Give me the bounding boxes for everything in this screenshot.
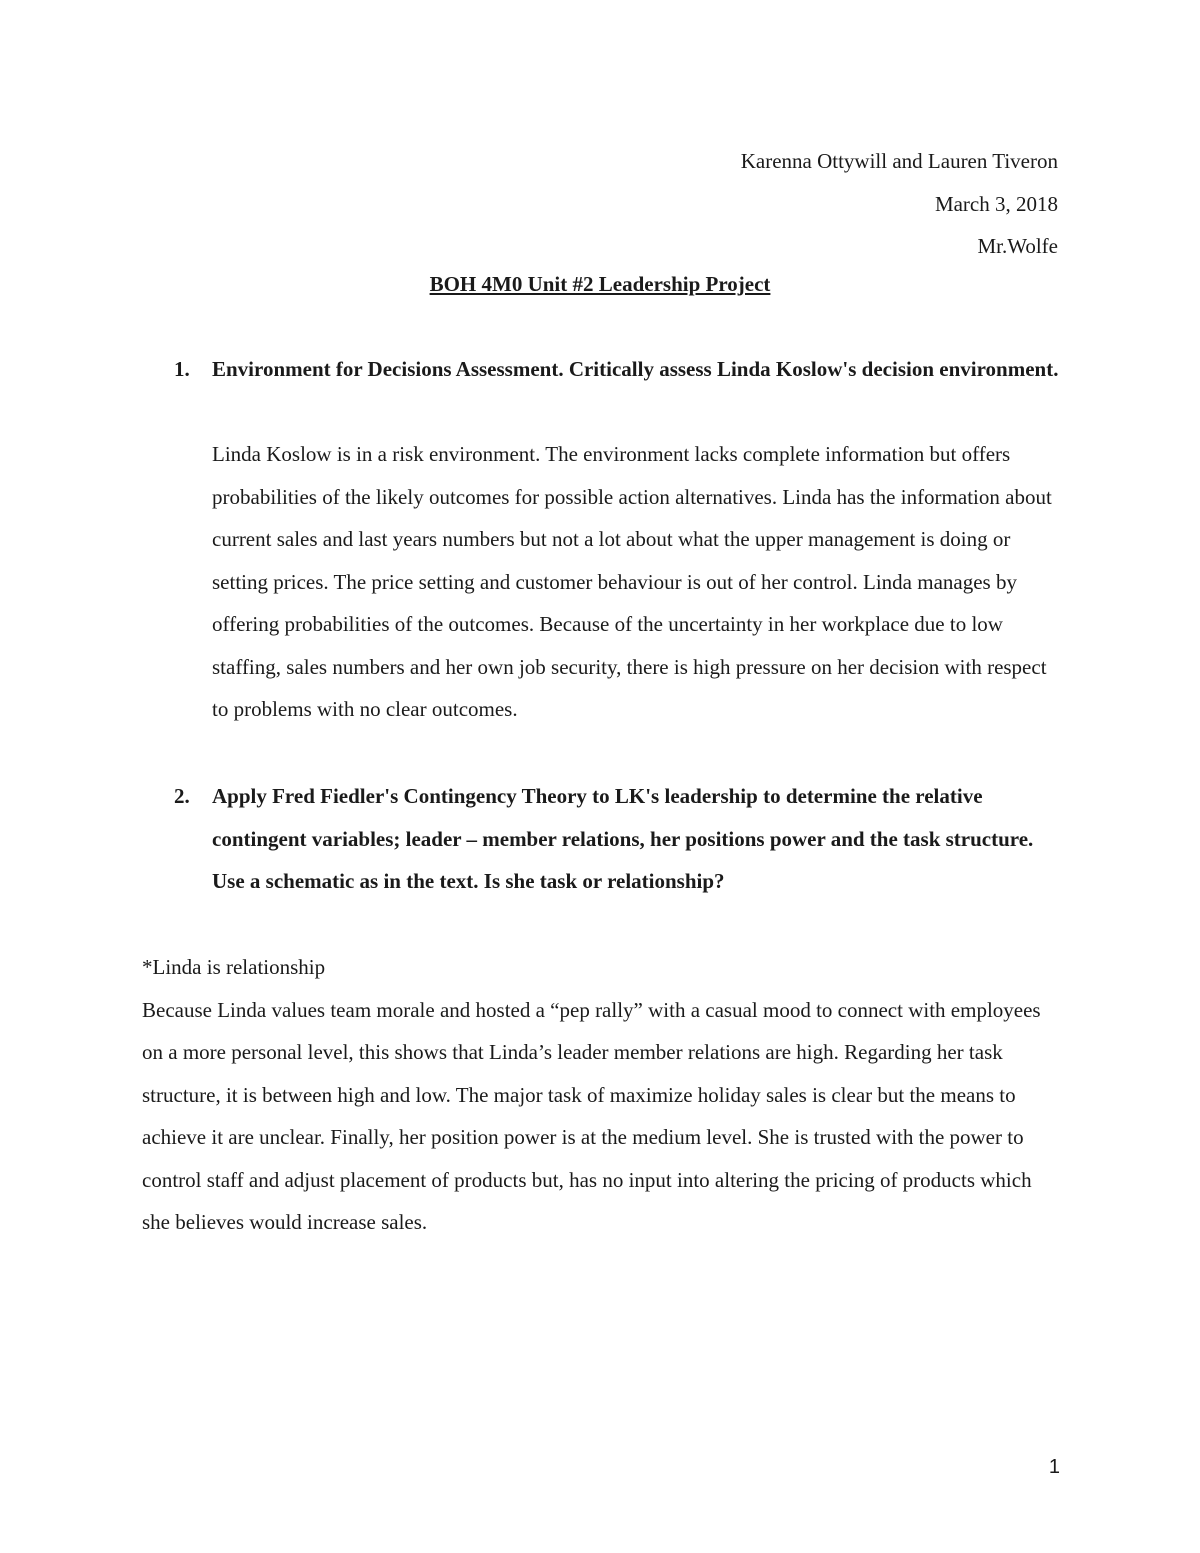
teacher: Mr.Wolfe [977, 234, 1058, 258]
header-block [741, 140, 1058, 268]
question-prompt: Apply Fred Fiedler's Contingency Theory to LK's leadership to determine the relative contingent variables; leader – member relations, her positions power and the task structure. Use a schematic as in the text. Is she task or relationship? [212, 784, 1034, 893]
question-number: 1. [174, 357, 190, 381]
page-number: 1 [1048, 1456, 1060, 1478]
question-2 [174, 775, 1062, 903]
question-number: 2. [174, 784, 190, 808]
answer-1 [212, 433, 1062, 731]
question-prompt: Environment for Decisions Assessment. Critically assess Linda Koslow's decision environment. [212, 357, 1059, 381]
date: March 3, 2018 [934, 191, 1058, 216]
answer-heading: *Linda is relationship [142, 955, 326, 979]
answer-text: Linda Koslow is in a risk environment. The environment lacks complete information but offers probabilities of the likely outcomes for possible action alternatives. Linda has the information about current sales and last years numbers but not a lot about what the upper management is doing or setting prices. The price setting and customer behaviour is out of her control. Linda manages by offering probabilities of the outcomes. Because of the uncertainty in her workplace due to low staffing, sales numbers and her own job security, there is high pressure on her decision with respect to problems with no clear outcomes. [212, 442, 1052, 721]
answer-2 [142, 946, 1062, 1244]
question-1 [174, 348, 1062, 391]
authors: Karenna Ottywill and Lauren Tiveron [740, 149, 1058, 173]
document-title: BOH 4M0 Unit #2 Leadership Project [429, 272, 771, 296]
answer-text: Because Linda values team morale and hosted a “pep rally” with a casual mood to connect with employees on a more personal level, this shows that Linda’s leader member relations are high. Regarding her task structure, it is between high and low. The major task of maximize holiday sales is clear but the means to achieve it are unclear. Finally, her position power is at the medium level. She is trusted with the power to control staff and adjust placement of products but, has no input into altering the pricing of products which she believes would increase sales. [142, 997, 1041, 1234]
